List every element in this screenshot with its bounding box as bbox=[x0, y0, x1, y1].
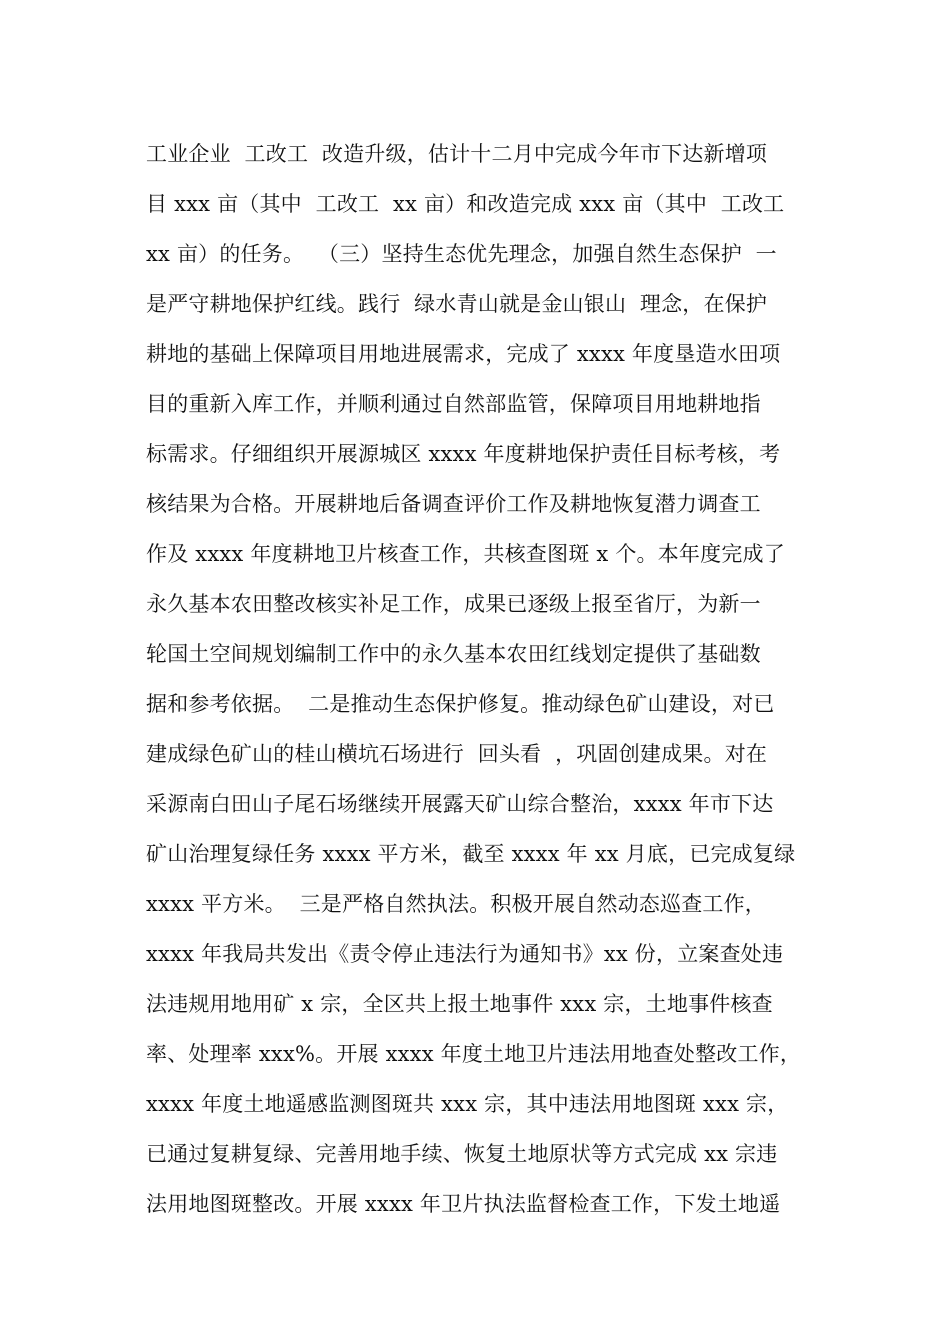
text-line: 是严守耕地保护红线。践行 绿水青山就是金山银山 理念，在保护 bbox=[146, 292, 768, 316]
text-line: xxxx 年度土地遥感监测图斑共 xxx 宗，其中违法用地图斑 xxx 宗， bbox=[146, 1092, 789, 1116]
text-line: 轮国土空间规划编制工作中的永久基本农田红线划定提供了基础数 bbox=[146, 642, 761, 666]
text-line: 据和参考依据。 二是推动生态保护修复。推动绿色矿山建设，对已 bbox=[146, 692, 775, 716]
body-text bbox=[146, 136, 826, 1236]
text-line: 目的重新入库工作，并顺利通过自然部监管，保障项目用地耕地指 bbox=[146, 392, 761, 416]
text-line: 目 xxx 亩（其中 工改工 xx 亩）和改造完成 xxx 亩（其中 工改工 bbox=[146, 192, 785, 216]
text-line: 矿山治理复绿任务 xxxx 平方米，截至 xxxx 年 xx 月底，已完成复绿 bbox=[146, 842, 796, 866]
text-line: 率、处理率 xxx%。开展 xxxx 年度土地卫片违法用地查处整改工作， bbox=[146, 1042, 802, 1066]
text-line: 建成绿色矿山的桂山横坑石场进行 回头看 ，巩固创建成果。对在 bbox=[146, 742, 768, 766]
text-line: 耕地的基础上保障项目用地进展需求，完成了 xxxx 年度垦造水田项 bbox=[146, 342, 781, 366]
text-line: xxxx 平方米。 三是严格自然执法。积极开展自然动态巡查工作， bbox=[146, 892, 766, 916]
text-line: 永久基本农田整改核实补足工作，成果已逐级上报至省厅，为新一 bbox=[146, 592, 761, 616]
text-line: 法用地图斑整改。开展 xxxx 年卫片执法监督检查工作，下发土地遥 bbox=[146, 1192, 781, 1216]
text-line: 采源南白田山子尾石场继续开展露天矿山综合整治，xxxx 年市下达 bbox=[146, 792, 774, 816]
text-line: 标需求。仔细组织开展源城区 xxxx 年度耕地保护责任目标考核，考 bbox=[146, 442, 781, 466]
text-line: 已通过复耕复绿、完善用地手续、恢复土地原状等方式完成 xx 宗违 bbox=[146, 1142, 778, 1166]
text-line: 工业企业 工改工 改造升级，估计十二月中完成今年市下达新增项 bbox=[146, 142, 768, 166]
text-line: 核结果为合格。开展耕地后备调查评价工作及耕地恢复潜力调查工 bbox=[146, 492, 761, 516]
text-line: 作及 xxxx 年度耕地卫片核查工作，共核查图斑 x 个。本年度完成了 bbox=[146, 542, 785, 566]
text-line: xx 亩）的任务。 （三）坚持生态优先理念，加强自然生态保护 一 bbox=[146, 242, 777, 266]
text-line: 法违规用地用矿 x 宗，全区共上报土地事件 xxx 宗，土地事件核查 bbox=[146, 992, 773, 1016]
text-line: xxxx 年我局共发出《责令停止违法行为通知书》xx 份，立案查处违 bbox=[146, 942, 784, 966]
